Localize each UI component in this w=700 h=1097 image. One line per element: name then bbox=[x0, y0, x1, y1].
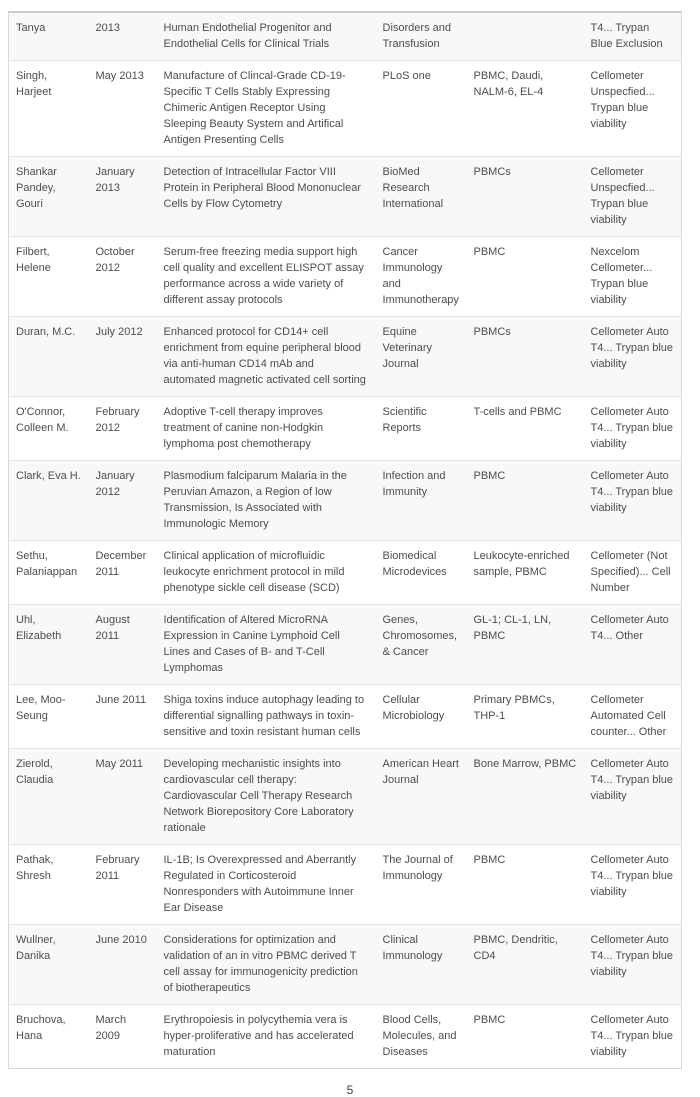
cell-cell-types: T-cells and PBMC bbox=[467, 397, 584, 461]
cell-title: Erythropoiesis in polycythemia vera is hyper-proliferative and has accelerated maturation bbox=[157, 1005, 376, 1069]
cell-instrument: T4... Trypan Blue Exclusion bbox=[590, 22, 663, 50]
cell-cell-types: PBMCs bbox=[467, 317, 584, 397]
cell-journal: Disorders and Transfusion bbox=[382, 22, 451, 50]
cell-author: Clark, Eva H. bbox=[9, 461, 89, 541]
table-row bbox=[9, 397, 682, 461]
cell-title: Shiga toxins induce autophagy leading to differential signalling pathways in toxin-sensitive and toxin resistant human cells bbox=[157, 685, 376, 749]
table-row bbox=[9, 461, 682, 541]
cell-date: June 2010 bbox=[89, 925, 157, 1005]
cell-cell-types: Bone Marrow, PBMC bbox=[467, 749, 584, 845]
table-row bbox=[9, 157, 682, 237]
cell-author: Bruchova, Hana bbox=[9, 1005, 89, 1069]
cell-cell-types: Primary PBMCs, THP-1 bbox=[467, 685, 584, 749]
cell-date: December 2011 bbox=[89, 541, 157, 605]
cell-title: Developing mechanistic insights into cardiovascular cell therapy: Cardiovascular Cell Therapy Research Network Biorepository Core Laboratory rationale bbox=[157, 749, 376, 845]
cell-journal: Cellular Microbiology bbox=[376, 685, 467, 749]
cell-date: February 2011 bbox=[89, 845, 157, 925]
cell-date: May 2011 bbox=[89, 749, 157, 845]
cell-title: Manufacture of Clincal-Grade CD-19-Specific T Cells Stably Expressing Chimeric Antigen Receptor Using Sleeping Beauty System and Artifical Antigen Presenting Cells bbox=[157, 61, 376, 157]
publications-table bbox=[8, 11, 682, 1069]
cell-instrument: Cellometer Automated Cell counter... Other bbox=[584, 685, 682, 749]
cell-instrument: Cellometer Auto T4... Trypan blue viability bbox=[584, 461, 682, 541]
cell-instrument: Cellometer Auto T4... Trypan blue viability bbox=[584, 749, 682, 845]
cell-instrument: Cellometer Auto T4... Trypan blue viability bbox=[584, 397, 682, 461]
cell-journal: Infection and Immunity bbox=[376, 461, 467, 541]
cell-title: Detection of Intracellular Factor VIII Protein in Peripheral Blood Mononuclear Cells by Flow Cytometry bbox=[157, 157, 376, 237]
cell-author: Pathak, Shresh bbox=[9, 845, 89, 925]
cell-date: May 2013 bbox=[89, 61, 157, 157]
cell-title: Identification of Altered MicroRNA Expression in Canine Lymphoid Cell Lines and Cases of B- and T-Cell Lymphomas bbox=[157, 605, 376, 685]
cell-author: Wullner, Danika bbox=[9, 925, 89, 1005]
cell-cell-types: PBMC bbox=[467, 1005, 584, 1069]
cell-instrument: Cellometer Unspecfied... Trypan blue viability bbox=[584, 157, 682, 237]
cell-date: 2013 bbox=[95, 22, 120, 34]
cell-journal: PLoS one bbox=[376, 61, 467, 157]
page-number: 5 bbox=[346, 1083, 354, 1097]
table-row bbox=[9, 685, 682, 749]
cell-author: O'Connor, Colleen M. bbox=[9, 397, 89, 461]
table-row bbox=[9, 541, 682, 605]
table-row bbox=[9, 845, 682, 925]
table-row bbox=[9, 61, 682, 157]
cell-cell-types: PBMC bbox=[467, 237, 584, 317]
cell-author: Uhl, Elizabeth bbox=[9, 605, 89, 685]
cell-title: Clinical application of microfluidic leukocyte enrichment protocol in mild phenotype sickle cell disease (SCD) bbox=[157, 541, 376, 605]
cell-author: Shankar Pandey, Gouri bbox=[9, 157, 89, 237]
table-row bbox=[9, 605, 682, 685]
table-row bbox=[9, 237, 682, 317]
cell-journal: Biomedical Microdevices bbox=[376, 541, 467, 605]
cell-author: Duran, M.C. bbox=[9, 317, 89, 397]
cell-journal: Scientific Reports bbox=[376, 397, 467, 461]
cell-title: Considerations for optimization and validation of an in vitro PBMC derived T cell assay for immunogenicity prediction of biotherapeutics bbox=[157, 925, 376, 1005]
cell-journal: American Heart Journal bbox=[376, 749, 467, 845]
cell-instrument: Cellometer Unspecfied... Trypan blue viability bbox=[584, 61, 682, 157]
cell-author: Zierold, Claudia bbox=[9, 749, 89, 845]
cell-cell-types bbox=[467, 12, 584, 61]
table-row bbox=[9, 749, 682, 845]
cell-cell-types: GL-1; CL-1, LN, PBMC bbox=[467, 605, 584, 685]
cell-date: January 2012 bbox=[89, 461, 157, 541]
cell-date: March 2009 bbox=[89, 1005, 157, 1069]
cell-date: July 2012 bbox=[89, 317, 157, 397]
cell-date: June 2011 bbox=[89, 685, 157, 749]
cell-date: August 2011 bbox=[89, 605, 157, 685]
cell-instrument: Nexcelom Cellometer... Trypan blue viability bbox=[584, 237, 682, 317]
cell-instrument: Cellometer Auto T4... Other bbox=[584, 605, 682, 685]
document-page bbox=[0, 11, 700, 1097]
cell-journal: The Journal of Immunology bbox=[376, 845, 467, 925]
cell-title: Adoptive T-cell therapy improves treatment of canine non-Hodgkin lymphoma post chemotherapy bbox=[157, 397, 376, 461]
cell-cell-types: PBMC, Dendritic, CD4 bbox=[467, 925, 584, 1005]
publications-table-body bbox=[9, 12, 682, 1069]
cell-author: Singh, Harjeet bbox=[9, 61, 89, 157]
cell-instrument: Cellometer Auto T4... Trypan blue viability bbox=[584, 317, 682, 397]
cell-journal: Cancer Immunology and Immunotherapy bbox=[376, 237, 467, 317]
cell-author: Tanya bbox=[16, 22, 46, 34]
table-row bbox=[9, 317, 682, 397]
cell-instrument: Cellometer Auto T4... Trypan blue viability bbox=[584, 845, 682, 925]
cell-journal: BioMed Research International bbox=[376, 157, 467, 237]
table-row bbox=[9, 12, 682, 61]
cell-author: Lee, Moo-Seung bbox=[9, 685, 89, 749]
cell-title: IL-1B; Is Overexpressed and Aberrantly Regulated in Corticosteroid Nonresponders with Autoimmune Inner Ear Disease bbox=[157, 845, 376, 925]
table-row bbox=[9, 1005, 682, 1069]
cell-cell-types: PBMC bbox=[467, 461, 584, 541]
cell-instrument: Cellometer Auto T4... Trypan blue viability bbox=[584, 925, 682, 1005]
cell-author: Sethu, Palaniappan bbox=[9, 541, 89, 605]
cell-cell-types: PBMCs bbox=[467, 157, 584, 237]
cell-date: October 2012 bbox=[89, 237, 157, 317]
cell-cell-types: PBMC bbox=[467, 845, 584, 925]
cell-title: Enhanced protocol for CD14+ cell enrichment from equine peripheral blood via anti-human CD14 mAb and automated magnetic activated cell sorting bbox=[157, 317, 376, 397]
cell-journal: Clinical Immunology bbox=[376, 925, 467, 1005]
table-row bbox=[9, 925, 682, 1005]
cell-date: February 2012 bbox=[89, 397, 157, 461]
cell-title: Human Endothelial Progenitor and Endothelial Cells for Clinical Trials bbox=[163, 22, 332, 50]
cell-title: Serum-free freezing media support high cell quality and excellent ELISPOT assay performance across a wide variety of different assay protocols bbox=[157, 237, 376, 317]
cell-author: Filbert, Helene bbox=[9, 237, 89, 317]
cell-cell-types: Leukocyte-enriched sample, PBMC bbox=[467, 541, 584, 605]
cell-journal: Blood Cells, Molecules, and Diseases bbox=[376, 1005, 467, 1069]
cell-date: January 2013 bbox=[89, 157, 157, 237]
cell-journal: Equine Veterinary Journal bbox=[376, 317, 467, 397]
cell-instrument: Cellometer (Not Specified)... Cell Number bbox=[584, 541, 682, 605]
cell-instrument: Cellometer Auto T4... Trypan blue viability bbox=[584, 1005, 682, 1069]
cell-title: Plasmodium falciparum Malaria in the Peruvian Amazon, a Region of low Transmission, Is Associated with Immunologic Memory bbox=[157, 461, 376, 541]
cell-journal: Genes, Chromosomes, & Cancer bbox=[376, 605, 467, 685]
cell-cell-types: PBMC, Daudi, NALM-6, EL-4 bbox=[467, 61, 584, 157]
